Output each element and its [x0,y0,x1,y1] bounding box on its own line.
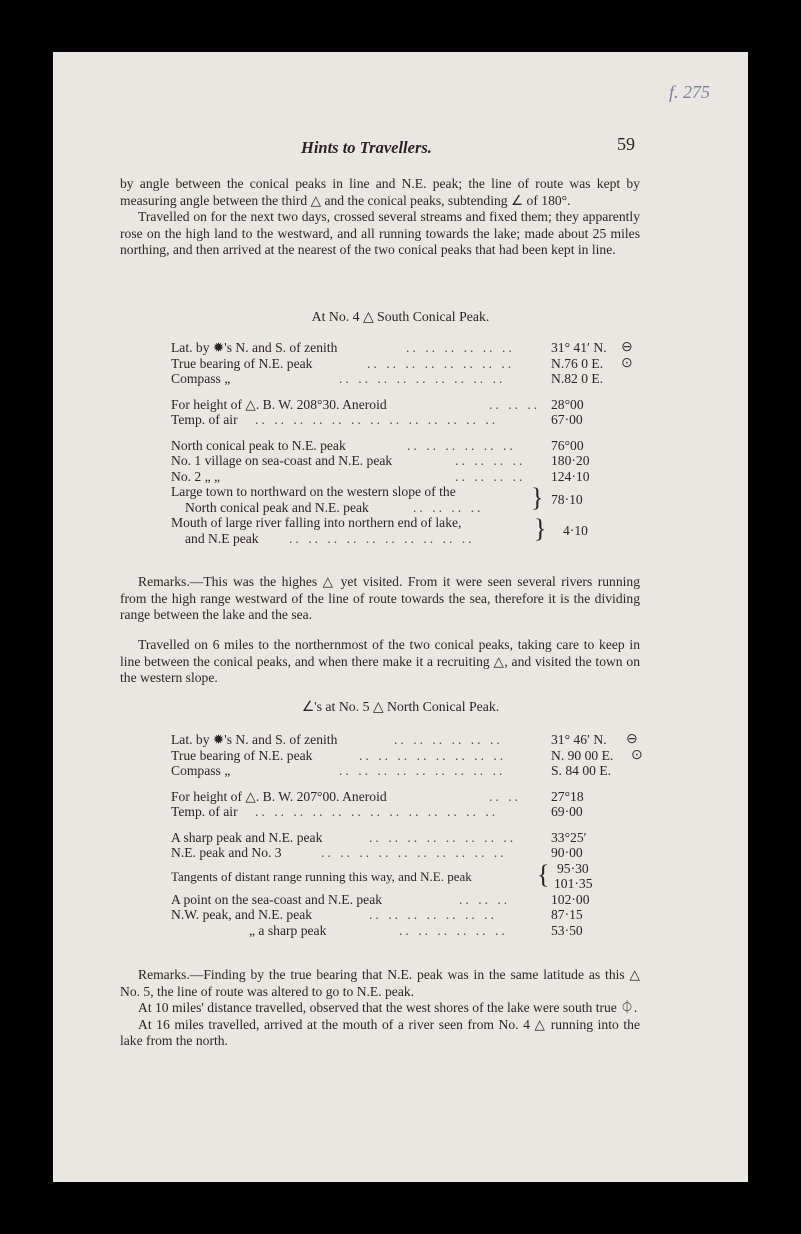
intro-paragraph-1: by angle between the conical peaks in line and N.E. peak; the line of route was kept by measuring angle between the third △ and the conical peaks, subtending ∠ of 180°. [120,176,640,208]
station-5-heading: ∠'s at No. 5 △ North Conical Peak. [301,699,500,714]
remarks-2-paragraph-3: At 16 miles travelled, arrived at the mouth of a river seen from No. 4 △ running into the lake from the north. [120,1016,640,1048]
travel-paragraph: Travelled on 6 miles to the northernmost of the two conical peaks, taking care to keep in line between the conical peaks, and when there make it a recruiting △, and visited the town on the western slope. [120,637,640,685]
table-row: True bearing of N.E. peak .. .. .. .. .. .. .. .. N.76 0 E. ⊙ [171,355,633,371]
sun-lower-limb-icon: ⊖ [626,732,638,747]
sun-center-icon: ⊙ [621,355,633,371]
intro-text [120,176,640,259]
table-row: No. 2 „ „ .. .. .. .. 124·10 [171,468,590,484]
intro-paragraph-2: Travelled on for the next two days, crossed several streams and fixed them; they apparently rose on the high land to the westward, and all running towards the lake; made about 25 miles northing, and then arrived at the nearest of the two conical peaks that had been kept in line. [120,209,640,257]
table-row: Temp. of air .. .. .. .. .. .. .. .. .. .. .. .. .. 69·00 [171,804,583,819]
table-row: Mouth of large river falling into northern end of lake, and N.E peak .. .. .. .. .. .. .. .. .. .. } 4·10 [171,514,588,546]
table-row: Lat. by ✹'s N. and S. of zenith .. .. .. .. .. .. 31° 46′ N. ⊖ [171,732,638,747]
document-page [53,52,748,1182]
remarks-2 [120,967,640,1050]
table-row: Compass „ .. .. .. .. .. .. .. .. .. S. 84 00 E. [171,763,612,778]
station-5-table [171,732,641,938]
table-row: True bearing of N.E. peak .. .. .. .. .. .. .. .. N. 90 00 E. ⊙ [171,747,643,763]
folio-mark: f. 275 [668,82,710,102]
table-row: Temp. of air .. .. .. .. .. .. .. .. .. .. .. .. .. 67·00 [171,412,583,427]
table-row: Large town to northward on the western slope of the North conical peak and N.E. peak .. .. .. .. } 78·10 [171,483,583,515]
sun-lower-limb-icon: ⊖ [621,340,633,355]
table-row: N.W. peak, and N.E. peak .. .. .. .. .. .. .. 87·15 [171,907,583,922]
table-row: „ a sharp peak .. .. .. .. .. .. 53·50 [249,922,583,938]
station-4-heading: At No. 4 △ South Conical Peak. [311,309,490,324]
remarks-2-paragraph-2: At 10 miles' distance travelled, observed that the west shores of the lake were south true ⏀. [138,1000,638,1015]
sun-center-icon: ⊙ [631,747,643,763]
running-title: Hints to Travellers. [301,138,432,157]
page-number: 59 [617,134,635,154]
table-row: Tangents of distant range running this way, and N.E. peak { 95·30 101·35 [171,859,593,891]
table-row: North conical peak to N.E. peak .. .. .. .. .. .. 76°00 [171,437,584,453]
table-row: N.E. peak and No. 3 .. .. .. .. .. .. .. .. .. .. 90·00 [171,845,583,860]
table-row: Lat. by ✹'s N. and S. of zenith .. .. .. .. .. .. 31° 41′ N. ⊖ [171,340,633,355]
remarks-1: Remarks.—This was the highes △ yet visited. From it were seen several rivers running from the high range westward of the line of route towards the sea, therefore it is the dividing range between the lake and the sea. [120,574,640,622]
table-row: Compass „ .. .. .. .. .. .. .. .. .. N.82 0 E. [171,371,604,386]
table-row: A sharp peak and N.E. peak .. .. .. .. .. .. .. .. 33°25′ [171,829,587,845]
table-row: For height of △. B. W. 207°00. Aneroid .. .. 27°18 [171,788,584,804]
station-4-table [171,340,641,546]
remarks-2-paragraph-1: Remarks.—Finding by the true bearing that N.E. peak was in the same latitude as this △ No. 5, the line of route was altered to go to N.E. peak. [120,967,640,999]
table-row: No. 1 village on sea-coast and N.E. peak .. .. .. .. 180·20 [171,453,590,468]
table-row: For height of △. B. W. 208°30. Aneroid .. .. .. 28°00 [171,396,584,412]
table-row: A point on the sea-coast and N.E. peak .. .. .. 102·00 [171,891,590,907]
